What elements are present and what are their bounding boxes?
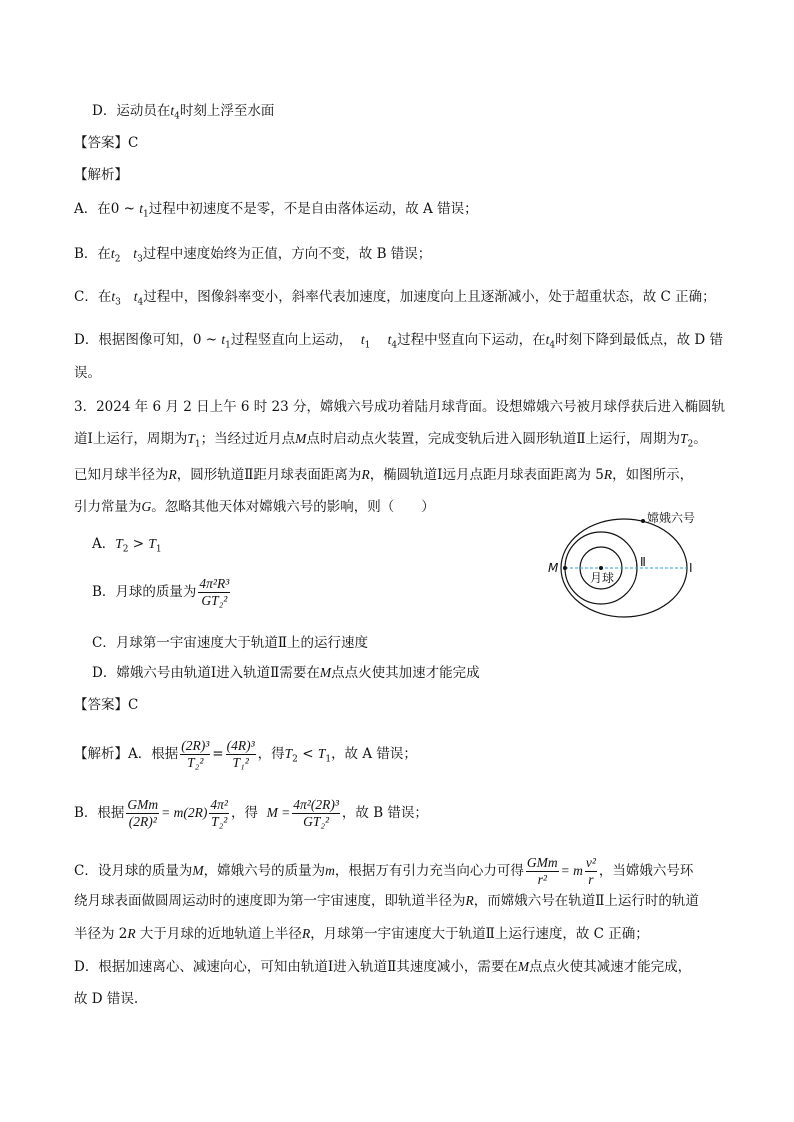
q2-analysis-d: D．根据图像可知，0 ~ $t_1$过程竖直向上运动， $t_1$ $t_4$过程中竖直向下运动，在$t_4$时刻下降到最低点，故 D 错 (74, 332, 723, 351)
q3-option-b: B．月球的质量为 $\frac{\text{4π²R³}}{\text{GT₂²}}$ (92, 576, 230, 608)
fraction: $\frac{\text{v²}}{r}$ (585, 855, 596, 887)
q3-stem-line1: 3．2024 年 6 月 2 日上午 6 时 23 分，嫦娥六号成功着陆月球背面。设想嫦娥六号被月球俘获后进入椭圆轨 (74, 399, 726, 415)
fraction: $\frac{\text{4π²}}{\text{T₂²}}$ (210, 797, 228, 829)
q3-analysis-d-line1: D．根据加速离心、减速向心，可知由轨道Ⅰ进入轨道Ⅱ其速度减小，需要在M点点火使其减速才能完成， (74, 959, 692, 975)
fraction: $\frac{\text{4π²R³}}{\text{GT₂²}}$ (199, 576, 230, 608)
point-m-dot (563, 566, 567, 570)
label-orbit-2: Ⅱ (640, 555, 646, 569)
q2-analysis-heading: 【解析】 (74, 167, 128, 183)
q3-stem-line2: 道Ⅰ上运行，周期为$T_1$；当经过近月点M点时启动点火装置，完成变轨后进入圆形轨道Ⅱ上运行，周期为$T_2$。 (74, 431, 707, 450)
q3-answer: 【答案】C (74, 697, 139, 713)
q2-analysis-b: B．在$t_2$ $t_3$过程中速度始终为正值，方向不变，故 B 错误； (74, 246, 432, 265)
q3-option-a: A．$T_2 > T_1$ (92, 536, 162, 555)
label-orbit-1: Ⅰ (689, 561, 693, 575)
q3-analysis-c-line1: C．设月球的质量为M，嫦娥六号的质量为m，根据万有引力充当向心力可得 $\frac{\text{GMm}}{\text{r²}}$ = m $\frac{\text{v²}}{r}$ ，当嫦娥六号环 (74, 855, 694, 887)
probe-dot (641, 519, 645, 523)
label-probe: 嫦娥六号 (647, 511, 696, 525)
q3-option-d: D．嫦娥六号由轨道Ⅰ进入轨道Ⅱ需要在M点点火使其加速才能完成 (92, 665, 480, 681)
q3-analysis-d-line2: 故 D 错误. (74, 991, 139, 1007)
moon-center-dot (599, 566, 603, 570)
q2-analysis-d-cont: 误。 (74, 365, 101, 381)
fraction: $\frac{\text{GMm}}{\text{r²}}$ (526, 855, 558, 887)
fraction: $\frac{\text{(4R)³}}{\text{T₁²}}$ (226, 738, 255, 770)
label-moon: 月球 (590, 571, 615, 585)
q2-analysis-c: C．在$t_3$ $t_4$过程中，图像斜率变小，斜率代表加速度，加速度向上且逐渐减小，处于超重状态，故 C 正确； (74, 289, 716, 308)
q2-answer: 【答案】C (74, 135, 139, 151)
q2-analysis-a: A．在0 ~ $t_1$过程中初速度不是零，不是自由落体运动，故 A 错误； (74, 201, 478, 220)
q3-analysis-c-line2: 绕月球表面做圆周运动时的速度即为第一宇宙速度，即轨道半径为R，而嫦娥六号在轨道Ⅱ上运行时的轨道 (74, 893, 699, 909)
q3-stem-line3: 已知月球半径为R，圆形轨道Ⅱ距月球表面距离为R，椭圆轨道Ⅰ远月点距月球表面距离为 5R，如图所示， (74, 467, 694, 483)
label-m: M (548, 561, 559, 575)
q3-analysis-b: B．根据 $\frac{\text{GMm}}{\text{(2R)²}}$ = m(2R) $\frac{\text{4π²}}{\text{T₂²}}$ ，得 M = $\frac{\text{4π²(2R)³}}{\text{GT₂²}}$ ，故 B 错误； (74, 797, 428, 829)
orbit-diagram (544, 510, 704, 622)
fraction: $\frac{\text{(2R)³}}{\text{T₂²}}$ (181, 738, 210, 770)
q3-stem-line4: 引力常量为G。忽略其他天体对嫦娥六号的影响，则（ ） (74, 499, 435, 515)
q3-option-c: C．月球第一宇宙速度大于轨道Ⅱ上的运行速度 (92, 635, 369, 651)
q2-option-d: D．运动员在$t_4$时刻上浮至水面 (92, 103, 275, 122)
q3-analysis-c-line3: 半径为 2R 大于月球的近地轨道上半径R，月球第一宇宙速度大于轨道Ⅱ上运行速度，故 C 正确； (74, 926, 649, 942)
q3-analysis-a: 【解析】A．根据 $\frac{\text{(2R)³}}{\text{T₂²}}$ = $\frac{\text{(4R)³}}{\text{T₁²}}$ ，得$T_2 < T_1$，故 A 错误； (74, 738, 417, 770)
fraction: $\frac{\text{4π²(2R)³}}{\text{GT₂²}}$ (293, 797, 339, 829)
fraction: $\frac{\text{GMm}}{\text{(2R)²}}$ (127, 797, 159, 829)
